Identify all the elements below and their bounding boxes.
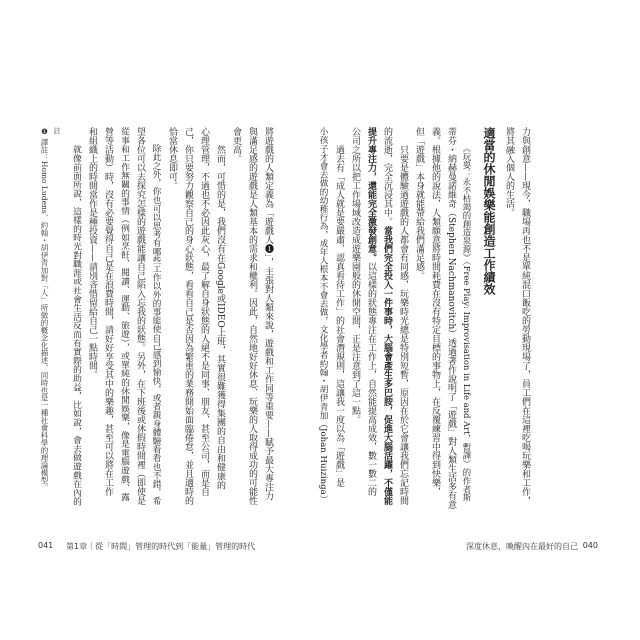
left-page-body: [68, 127, 276, 509]
footnote: [37, 127, 63, 509]
body-line: 與滿足感的遊戲是人類基本的需求和權利。因此，自然地好好休息、玩樂的人取得成功的可能性: [247, 127, 257, 505]
paragraph-line: 從事和工作無關的事情（例如烹飪、閱讀、運動、旅遊），或單純的休閒娛樂，像是電腦遊戲、露: [119, 127, 129, 501]
paragraph-line: 營等活動）時，沒有必要覺得自己是在浪費時間，請好好享受其中的樂趣，甚至可以將在工作: [103, 127, 113, 496]
paragraph-line: 望各位可以去探究怎樣的遊戲能讓自己陷入忘我的狀態。另外，在下班後或休假時間裡（即使是: [135, 127, 145, 505]
paragraph-line: 《玩耍：永不枯竭的創造泉源》（Free Play: Improvisation in Life and Art，暫譯）的作者斯: [462, 143, 472, 502]
paragraph-line: 公司之所以把工作場域改造成遊樂園般的休閒空間，正是注意到了這一點。: [350, 127, 360, 424]
paragraph-line: 義。根據他的說法，人類願意將時間耗費在沒有特定目標的事物上，在反覆練習中得到快樂，: [430, 127, 440, 496]
emphasis-text: 當我們完全投入一件事時，大腦會產生多巴胺，促進大腦活躍，不僅能: [382, 226, 392, 505]
paragraph-line: [363, 127, 379, 509]
emphasis-text: 提升專注力，還能完全激發創意。: [366, 127, 376, 262]
paragraph-line: 但「遊戲」本身就能帶給我們滿足感。: [414, 127, 424, 280]
paragraph-text: 的流逝，完全沉浸其中。: [382, 127, 392, 226]
page-number-left: 041: [38, 541, 54, 550]
running-title-left: 第1章｜從「時間」管理的時代到「能量」管理的時代: [66, 542, 256, 551]
body-line: 力與創意——現今，職場再也不是單純混口飯吃的勞動現場了，員工們在這裡吃喝玩樂和工作，: [520, 127, 530, 505]
paragraph-line: 心理管理，不過也不必因此灰心，最了解自身狀態的人絕不是同事、朋友、甚至公司，而是自: [199, 127, 209, 496]
page-number-right: 040: [582, 541, 598, 550]
paragraph-line: 恰當休息即可。: [167, 127, 177, 190]
paragraph-line: 然而，可惜的是，我們沒有在Google或IDEO上班，其實很難獲得集團的自由和健康的: [215, 145, 225, 490]
paragraph-line: 小孩子才會去做的幼稚行為，成年人根本不會去做，文化學者約翰・胡伊青加（Johan Huizinga）: [318, 127, 328, 504]
paragraph-line: 只要是體驗過遊戲的人都會有同感，玩樂時光總是特別短暫，原因在於它會讓我們忘記時間: [398, 145, 408, 505]
paragraph-line: 蒂芬・納赫曼諾維奇（Stephen Nachmanovitch）透過著作說明了「遊戲」對人類生活多有意: [446, 127, 456, 509]
running-title-right: 深度休息，喚醒內在最好的自己: [466, 542, 578, 551]
paragraph-line: 就像前面所說，這樣的時光對職涯或社會生活反而有實際的助益，比如說，會去做遊戲在內的: [71, 144, 81, 506]
right-page-body: [315, 127, 533, 509]
section-heading: 適當的休閒娛樂能創造工作績效: [482, 127, 496, 295]
paragraph-line: 過去有「成人就是要嚴肅、認真看待工作」的社會潛規則，這讓我一度以為「遊戲」是: [334, 145, 344, 487]
footnote-text: ❶ 譯註：Homo Ludens，約翰・胡伊青加對「人」所做的概念化描述，同時也是一種社會科學的理論模型。: [40, 127, 49, 492]
body-line: 會更高。: [231, 127, 241, 163]
body-line: 將其融入個人的生活。: [504, 127, 514, 217]
paragraph-line: 和組織上的時間當作是種投資——請別吝惜留給自己一點時間。: [87, 127, 97, 379]
paragraph-line: 己，你只要努力觀察自己的身心狀態，看看自己是否因為繁重的業務開始面臨倦怠，並且適時的: [183, 127, 193, 505]
footnote-marker: 註: [53, 127, 61, 134]
paragraph-text: 以這樣的狀態專注在工作上，自然能提高成效，數一數二的: [366, 262, 376, 496]
paragraph-line: 除此之外，你也可以思考有哪些工作以外的事能使自己感到愉快，或者親身體驗看看也不錯，希: [151, 144, 161, 506]
paragraph-line: [379, 127, 395, 509]
body-line: 將遊戲的人類定義為「遊戲人❶」，主張對人類來說，遊戲和工作同等重要——賦予最大專注力: [263, 127, 273, 501]
